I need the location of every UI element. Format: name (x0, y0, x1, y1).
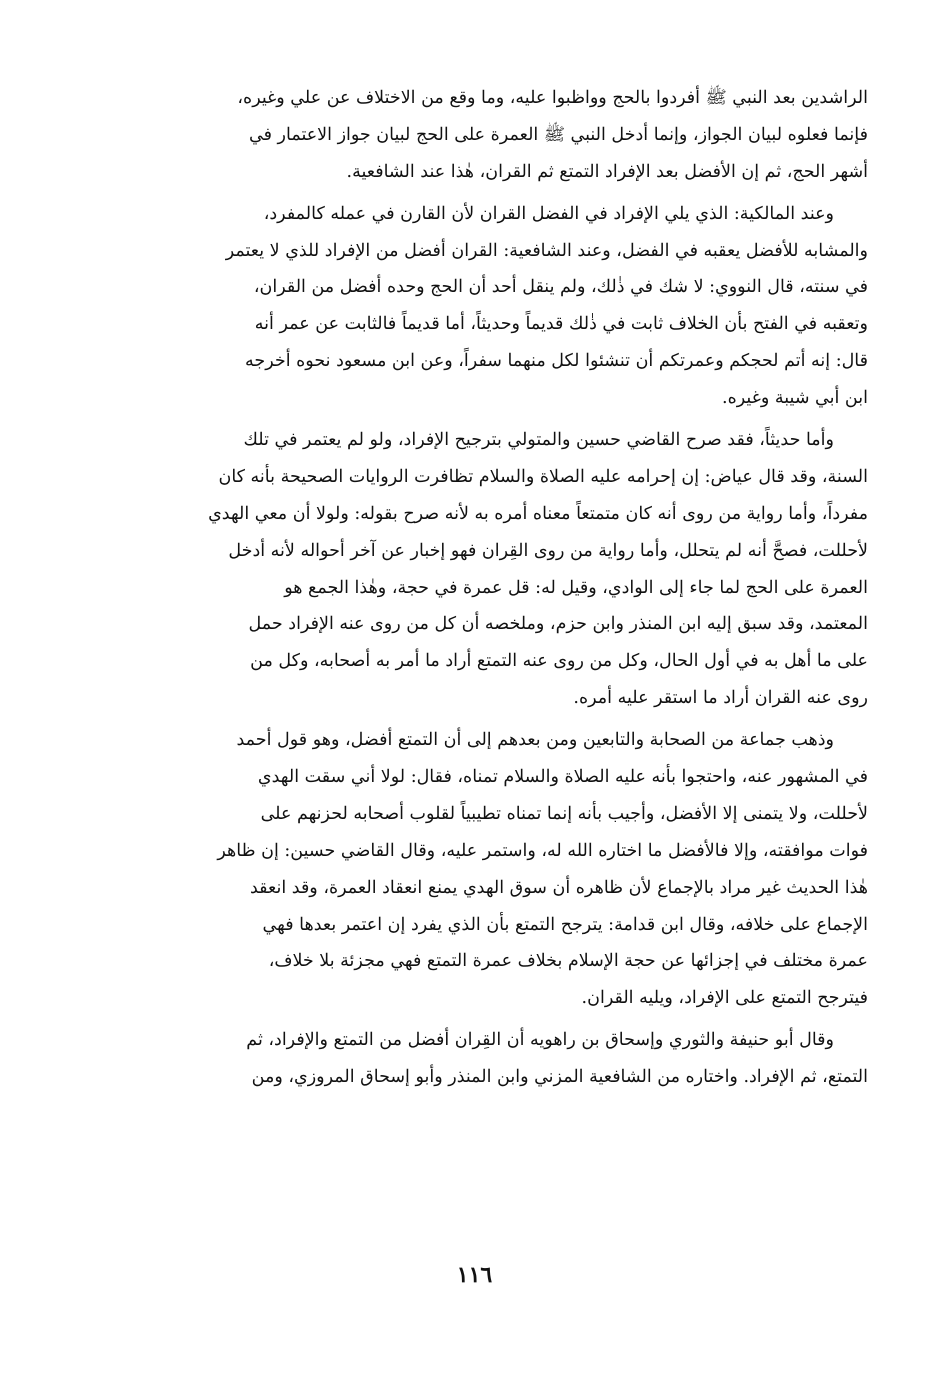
page-number: ١١٦ (456, 1262, 493, 1288)
body-text (78, 80, 868, 1101)
text-line: التمتع، ثم الإفراد. واختاره من الشافعية المزني وابن المنذر وأبو إسحاق المروزي، ومن (251, 1067, 868, 1088)
text-line: أشهر الحج، ثم إن الأفضل بعد الإفراد التمتع ثم القران، هٰذا عند الشافعية. (346, 161, 868, 182)
text-line: الإجماع على خلافه، وقال ابن قدامة: يترجح التمتع بأن الذي يفرد إن اعتمر بعدها فهي (262, 914, 868, 935)
text-line: ابن أبي شيبة وغيره. (722, 388, 868, 409)
paragraph-3 (78, 422, 868, 717)
text-line: فإنما فعلوه لبيان الجواز، وإنما أدخل النبي ﷺ العمرة على الحج لبيان جواز الاعتمار في (249, 124, 868, 145)
text-line: فيترجح التمتع على الإفراد، ويليه القران. (581, 988, 868, 1009)
text-line: عمرة مختلف في إجزائها عن حجة الإسلام بخلاف عمرة التمتع فهي مجزئة بلا خلاف، (268, 951, 868, 972)
text-line: السنة، وقد قال عياض: إن إحرامه عليه الصلاة والسلام تظافرت الروايات الصحيحة بأنه كان (218, 466, 868, 487)
text-line: قال: إنه أتم لحجكم وعمرتكم أن تنشئوا لكل منهما سفراً، وعن ابن مسعود نحوه أخرجه (245, 351, 868, 372)
text-line: وتعقبه في الفتح بأن الخلاف ثابت في ذٰلك قديماً وحديثاً، أما قديماً فالثابت عن عمر أنه (254, 314, 868, 335)
paragraph-5 (78, 1022, 868, 1096)
text-line: الراشدين بعد النبي ﷺ أفردوا بالحج وواظبوا عليه، وما وقع من الاختلاف عن علي وغيره، (237, 88, 868, 108)
text-line: على ما أهل به في أول الحال، وكل من روى عنه التمتع أراد ما أمر به أصحابه، وكل من (250, 651, 868, 672)
text-line: لأحللت، فصحَّ أنه لم يتحلل، وأما رواية من روى القِران فهو إخبار عن آخر أحواله لأنه أدخل (228, 540, 868, 561)
text-line: لأحللت، ولا يتمنى إلا الأفضل، وأجيب بأنه إنما تمناه تطيبياً لقلوب أصحابه لحزنهم على (260, 803, 868, 824)
text-line: وقال أبو حنيفة والثوري وإسحاق بن راهويه أن القِران أفضل من التمتع والإفراد، ثم (246, 1030, 834, 1051)
text-line: وعند المالكية: الذي يلي الإفراد في الفضل القران لأن القارن في عمله كالمفرد، (263, 203, 834, 224)
text-line: هٰذا الحديث غير مراد بالإجماع لأن ظاهره أن سوق الهدي يمنع انعقاد العمرة، وقد انعقد (249, 877, 868, 898)
text-line: المعتمد، وقد سبق إليه ابن المنذر وابن حزم، وملخصه أن كل من روى عنه الإفراد حمل (248, 614, 868, 635)
text-line: فوات موافقته، وإلا فالأفضل ما اختاره الله له، واستمر عليه، وقال القاضي حسين: إن ظاهر (217, 840, 868, 861)
text-line: روى عنه القران أراد ما استقر عليه أمره. (573, 688, 868, 709)
paragraph-2 (78, 196, 868, 417)
text-line: العمرة على الحج لما جاء إلى الوادي، وقيل له: قل عمرة في حجة، وهٰذا الجمع هو (284, 577, 868, 598)
text-line: وأما حديثاً، فقد صرح القاضي حسين والمتولي بترجيح الإفراد، ولو لم يعتمر في تلك (243, 430, 834, 451)
text-line: وذهب جماعة من الصحابة والتابعين ومن بعدهم إلى أن التمتع أفضل، وهو قول أحمد (236, 730, 834, 751)
paragraph-1 (78, 80, 868, 191)
text-line: مفرداً، وأما رواية من روى أنه كان متمتعاً معناه أمره به لأنه صرح بقوله: ولولا أن معي الهدي (208, 503, 868, 524)
text-line: في سنته، قال النووي: لا شك في ذٰلك، ولم ينقل أحد أن الحج وحده أفضل من القران، (253, 277, 868, 298)
paragraph-4 (78, 722, 868, 1017)
text-line: في المشهور عنه، واحتجوا بأنه عليه الصلاة والسلام تمناه، فقال: لولا أني سقت الهدي (257, 767, 868, 788)
text-line: والمشابه للأفضل يعقبه في الفضل، وعند الشافعية: القران أفضل من الإفراد للذي لا يعتمر (225, 240, 868, 261)
